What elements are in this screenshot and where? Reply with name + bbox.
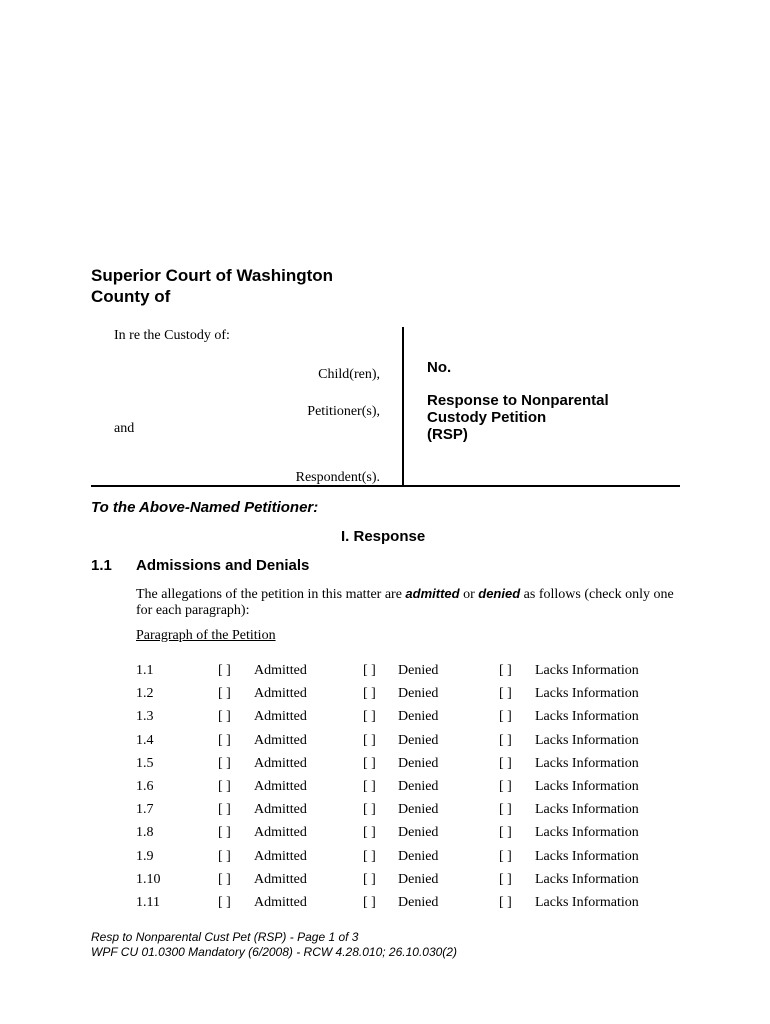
admitted-checkbox[interactable]: [ ] xyxy=(218,871,231,887)
admitted-label: Admitted xyxy=(254,755,307,771)
lacks-info-checkbox[interactable]: [ ] xyxy=(499,848,512,864)
intro-text-2: as follows (check only one xyxy=(520,587,674,602)
county-name: County of xyxy=(91,287,171,306)
denied-label: Denied xyxy=(398,871,439,887)
lacks-info-checkbox[interactable]: [ ] xyxy=(499,755,512,771)
paragraph-column-label: Paragraph of the Petition xyxy=(136,628,276,643)
paragraph-row xyxy=(0,872,770,892)
form-title-line3: (RSP) xyxy=(427,426,468,443)
respondents-label: Respondent(s). xyxy=(295,470,380,485)
paragraph-row xyxy=(0,733,770,753)
admitted-checkbox[interactable]: [ ] xyxy=(218,732,231,748)
lacks-info-label: Lacks Information xyxy=(535,686,639,702)
paragraph-row xyxy=(0,849,770,869)
denied-label: Denied xyxy=(398,825,439,841)
lacks-info-label: Lacks Information xyxy=(535,895,639,910)
admitted-checkbox[interactable]: [ ] xyxy=(218,709,231,725)
caption-divider-vertical xyxy=(402,327,404,487)
admitted-label: Admitted xyxy=(254,732,307,748)
paragraph-number: 1.6 xyxy=(136,779,154,794)
admitted-label: Admitted xyxy=(254,686,307,702)
denied-label: Denied xyxy=(398,848,439,864)
denied-label: Denied xyxy=(398,755,439,771)
denied-checkbox[interactable]: [ ] xyxy=(363,825,376,841)
lacks-info-checkbox[interactable]: [ ] xyxy=(499,732,512,748)
lacks-info-checkbox[interactable]: [ ] xyxy=(499,871,512,887)
denied-checkbox[interactable]: [ ] xyxy=(363,871,376,887)
admitted-checkbox[interactable]: [ ] xyxy=(218,779,231,794)
or-text: or xyxy=(459,587,479,602)
paragraph-row xyxy=(0,663,770,683)
admitted-label: Admitted xyxy=(254,779,307,794)
admitted-label: Admitted xyxy=(254,802,307,818)
lacks-info-checkbox[interactable]: [ ] xyxy=(499,779,512,794)
footer-line1: Resp to Nonparental Cust Pet (RSP) - Page 1 of 3 xyxy=(91,930,359,944)
denied-label: Denied xyxy=(398,895,439,910)
paragraph-row xyxy=(0,779,770,799)
admitted-checkbox[interactable]: [ ] xyxy=(218,686,231,702)
custody-of-label: In re the Custody of: xyxy=(114,328,230,343)
denied-checkbox[interactable]: [ ] xyxy=(363,732,376,748)
paragraph-row xyxy=(0,895,770,915)
denied-label: Denied xyxy=(398,686,439,702)
denied-checkbox[interactable]: [ ] xyxy=(363,779,376,794)
denied-checkbox[interactable]: [ ] xyxy=(363,709,376,725)
paragraph-row xyxy=(0,709,770,729)
denied-label: Denied xyxy=(398,663,439,678)
and-label: and xyxy=(114,421,135,436)
admitted-checkbox[interactable]: [ ] xyxy=(218,848,231,864)
admitted-checkbox[interactable]: [ ] xyxy=(218,802,231,818)
admitted-label: Admitted xyxy=(254,663,307,678)
denied-label: Denied xyxy=(398,709,439,725)
denied-checkbox[interactable]: [ ] xyxy=(363,802,376,818)
case-number-label: No. xyxy=(427,359,452,376)
denied-label: Denied xyxy=(398,802,439,818)
paragraph-number: 1.3 xyxy=(136,709,154,725)
lacks-info-label: Lacks Information xyxy=(535,871,639,887)
denied-checkbox[interactable]: [ ] xyxy=(363,895,376,910)
denied-emphasis: denied xyxy=(478,586,521,601)
admitted-emphasis: admitted xyxy=(405,586,460,601)
denied-label: Denied xyxy=(398,732,439,748)
footer-line2: WPF CU 01.0300 Mandatory (6/2008) - RCW 4.28.010; 26.10.030(2) xyxy=(91,945,457,959)
paragraph-number: 1.2 xyxy=(136,686,154,702)
children-label: Child(ren), xyxy=(318,367,380,382)
lacks-info-label: Lacks Information xyxy=(535,848,639,864)
admitted-checkbox[interactable]: [ ] xyxy=(218,825,231,841)
paragraph-number: 1.9 xyxy=(136,848,154,864)
lacks-info-label: Lacks Information xyxy=(535,732,639,748)
lacks-info-checkbox[interactable]: [ ] xyxy=(499,709,512,725)
denied-label: Denied xyxy=(398,779,439,794)
section-title: Admissions and Denials xyxy=(136,557,310,574)
section-heading: I. Response xyxy=(341,528,426,545)
admitted-label: Admitted xyxy=(254,825,307,841)
denied-checkbox[interactable]: [ ] xyxy=(363,663,376,678)
paragraph-number: 1.5 xyxy=(136,755,154,771)
lacks-info-label: Lacks Information xyxy=(535,825,639,841)
paragraph-row xyxy=(0,802,770,822)
intro-line1 xyxy=(136,586,674,603)
denied-checkbox[interactable]: [ ] xyxy=(363,848,376,864)
paragraph-number: 1.10 xyxy=(136,871,161,887)
admitted-label: Admitted xyxy=(254,848,307,864)
admitted-label: Admitted xyxy=(254,709,307,725)
lacks-info-label: Lacks Information xyxy=(535,709,639,725)
intro-text: The allegations of the petition in this matter are xyxy=(136,587,406,602)
paragraph-row xyxy=(0,686,770,706)
admitted-checkbox[interactable]: [ ] xyxy=(218,755,231,771)
form-title-line1: Response to Nonparental xyxy=(427,392,609,409)
lacks-info-checkbox[interactable]: [ ] xyxy=(499,825,512,841)
admitted-checkbox[interactable]: [ ] xyxy=(218,663,231,678)
paragraph-number: 1.11 xyxy=(136,895,160,910)
paragraph-number: 1.8 xyxy=(136,825,154,841)
paragraph-number: 1.7 xyxy=(136,802,154,818)
lacks-info-checkbox[interactable]: [ ] xyxy=(499,802,512,818)
court-name: Superior Court of Washington xyxy=(91,266,334,285)
lacks-info-label: Lacks Information xyxy=(535,755,639,771)
denied-checkbox[interactable]: [ ] xyxy=(363,686,376,702)
salutation: To the Above-Named Petitioner: xyxy=(91,499,319,516)
admitted-checkbox[interactable]: [ ] xyxy=(218,895,231,910)
lacks-info-label: Lacks Information xyxy=(535,779,639,794)
denied-checkbox[interactable]: [ ] xyxy=(363,755,376,771)
intro-line2: for each paragraph): xyxy=(136,603,250,618)
paragraph-number: 1.1 xyxy=(136,663,154,678)
petitioners-label: Petitioner(s), xyxy=(307,404,380,419)
lacks-info-label: Lacks Information xyxy=(535,663,639,678)
admitted-label: Admitted xyxy=(254,895,307,910)
admitted-label: Admitted xyxy=(254,871,307,887)
form-title-line2: Custody Petition xyxy=(427,409,547,426)
lacks-info-checkbox[interactable]: [ ] xyxy=(499,663,512,678)
lacks-info-checkbox[interactable]: [ ] xyxy=(499,686,512,702)
lacks-info-label: Lacks Information xyxy=(535,802,639,818)
lacks-info-checkbox[interactable]: [ ] xyxy=(499,895,512,910)
paragraph-row xyxy=(0,825,770,845)
paragraph-number: 1.4 xyxy=(136,732,154,748)
section-number: 1.1 xyxy=(91,557,112,574)
paragraph-row xyxy=(0,756,770,776)
caption-divider-horizontal xyxy=(91,485,680,487)
